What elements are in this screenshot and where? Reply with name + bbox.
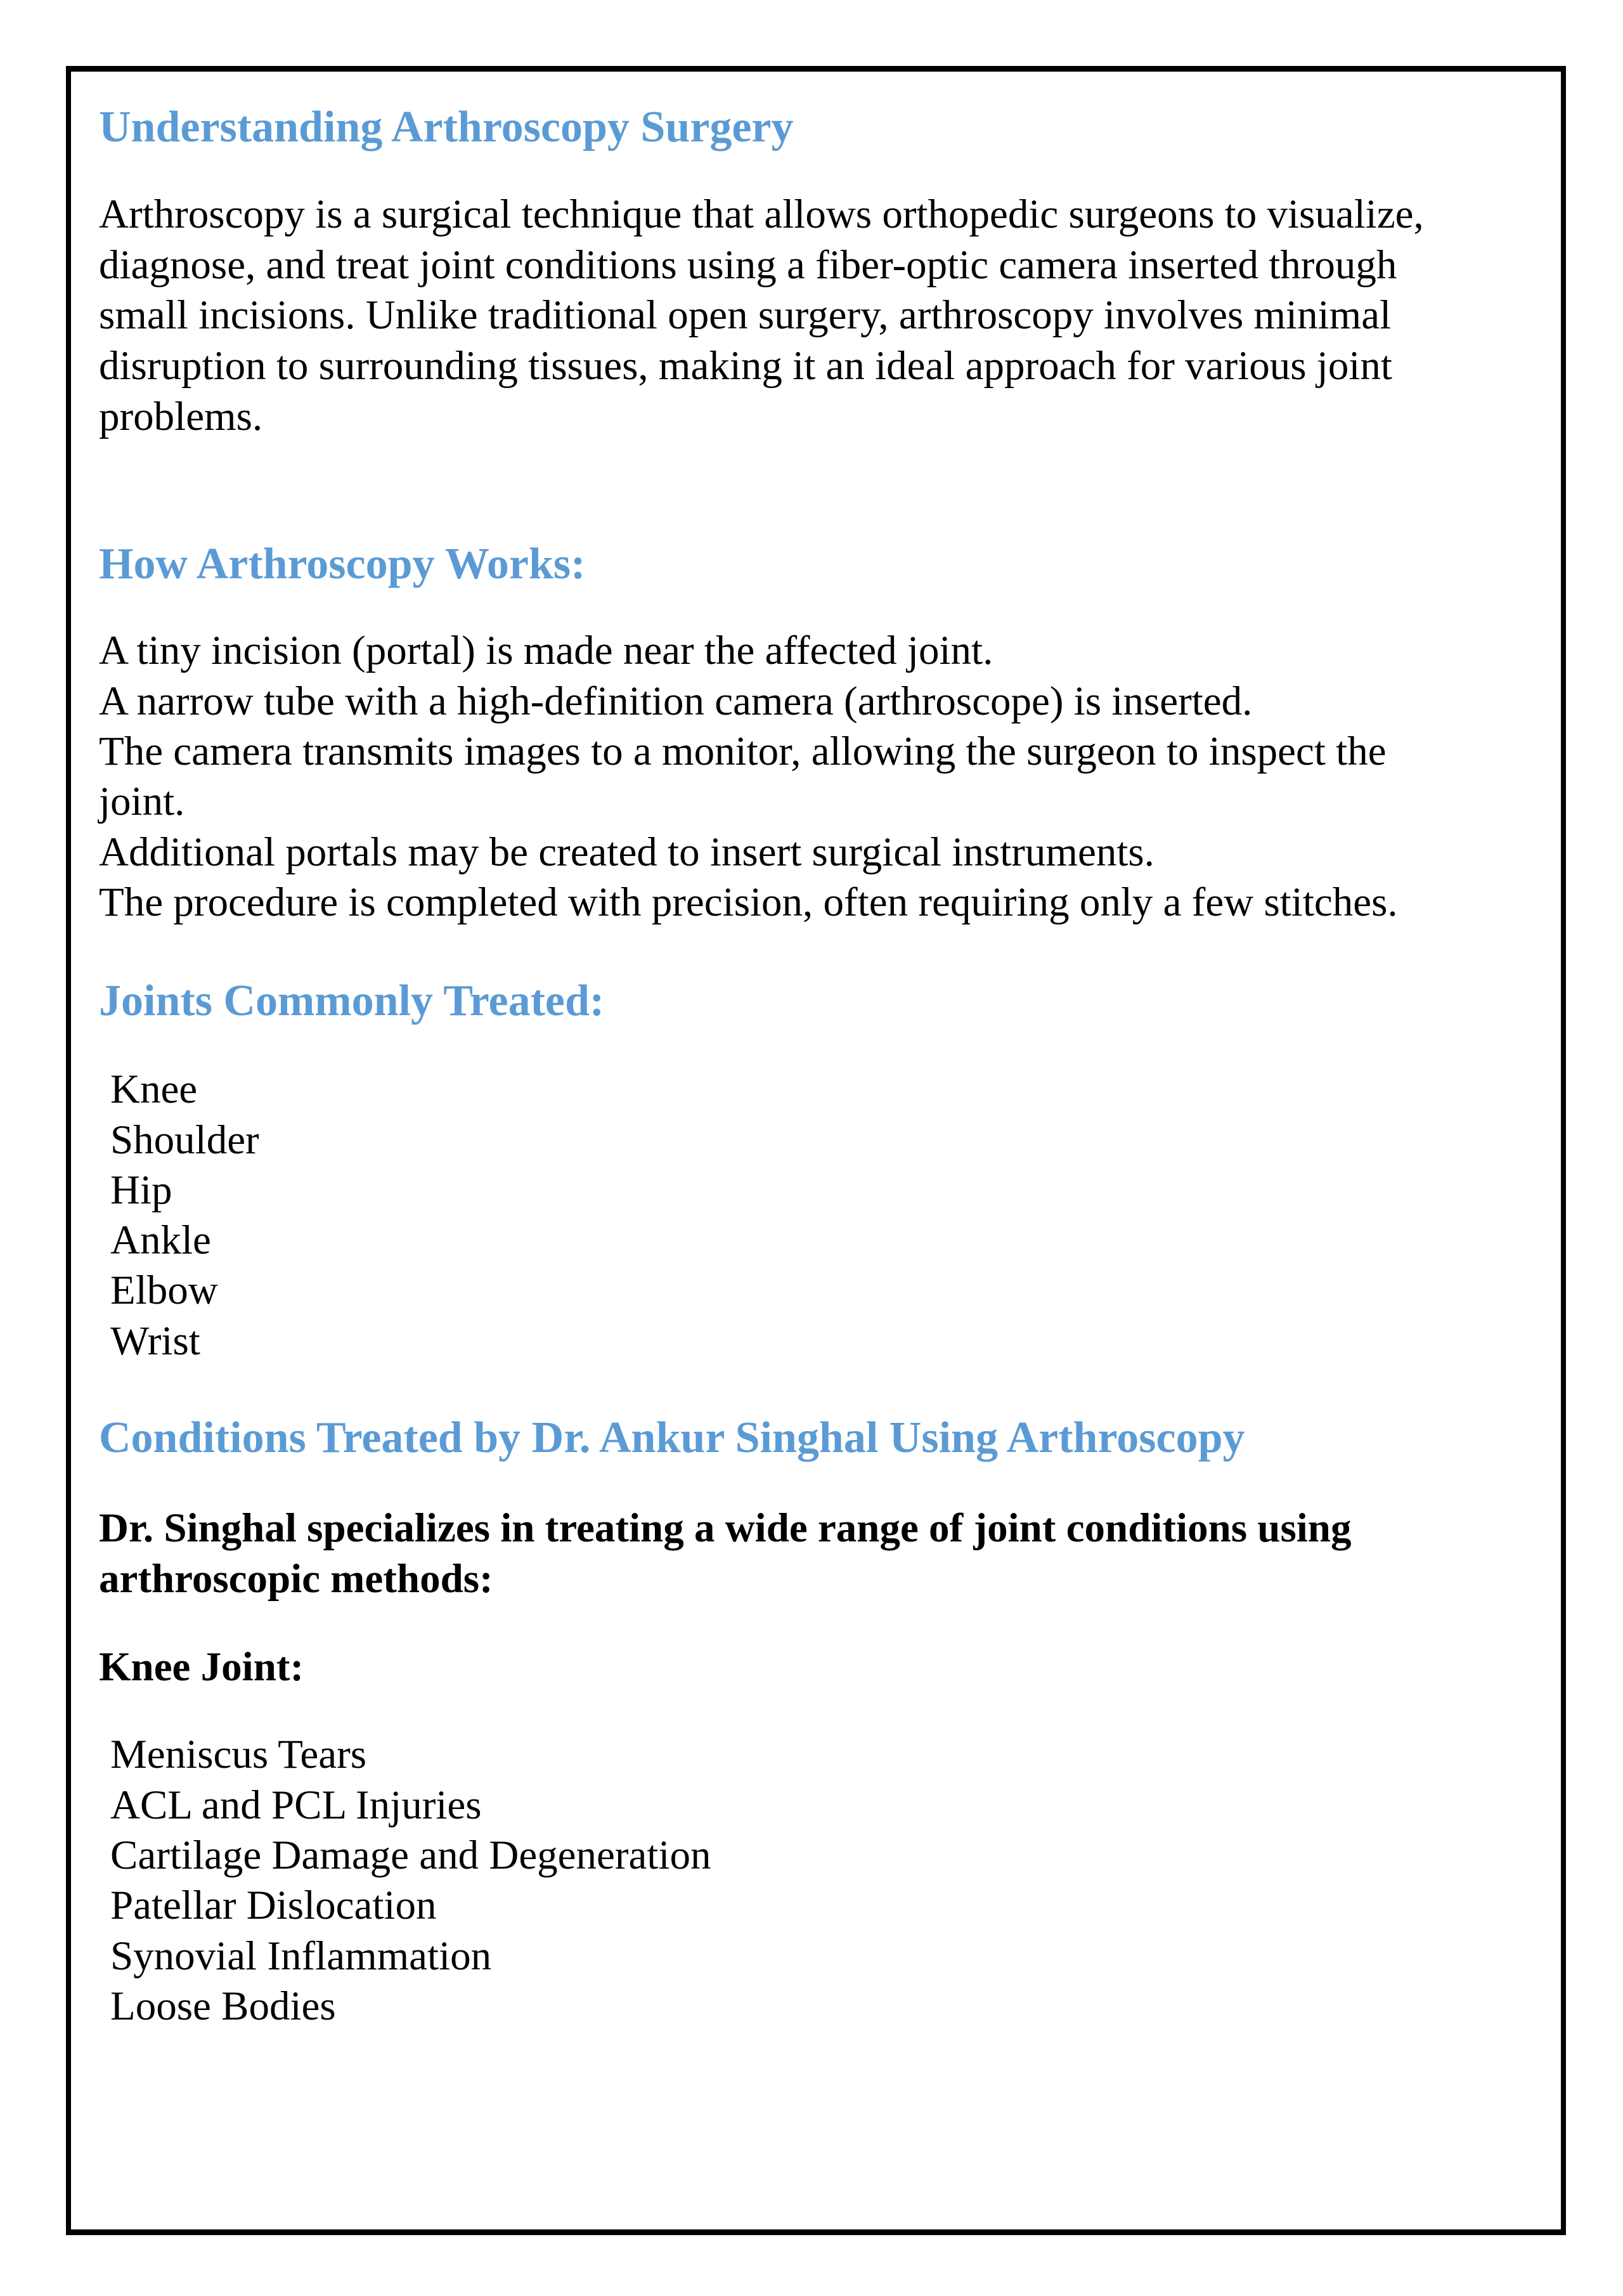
knee-condition-item: Cartilage Damage and Degeneration: [110, 1832, 711, 1878]
intro-paragraph-line: Arthroscopy is a surgical technique that allows orthopedic surgeons to visualize,: [99, 191, 1424, 237]
heading-joints-commonly-treated: Joints Commonly Treated:: [99, 976, 605, 1025]
intro-paragraph-line: disruption to surrounding tissues, making it an ideal approach for various joint: [99, 343, 1392, 389]
joint-list-item: Elbow: [110, 1268, 218, 1313]
knee-condition-item: ACL and PCL Injuries: [110, 1782, 482, 1828]
joint-list-item: Hip: [110, 1167, 172, 1213]
procedure-step-line: A tiny incision (portal) is made near the affected joint.: [99, 628, 993, 673]
knee-joint-subheading: Knee Joint:: [99, 1644, 304, 1690]
intro-paragraph-line: small incisions. Unlike traditional open surgery, arthroscopy involves minimal: [99, 292, 1392, 338]
knee-condition-item: Synovial Inflammation: [110, 1933, 492, 1979]
heading-how-arthroscopy-works: How Arthroscopy Works:: [99, 540, 586, 588]
conditions-intro-line: arthroscopic methods:: [99, 1556, 493, 1602]
conditions-intro-line: Dr. Singhal specializes in treating a wide range of joint conditions using: [99, 1505, 1352, 1551]
intro-paragraph-line: problems.: [99, 394, 263, 439]
joint-list-item: Ankle: [110, 1217, 211, 1263]
intro-paragraph-line: diagnose, and treat joint conditions using a fiber-optic camera inserted through: [99, 242, 1397, 288]
joint-list-item: Wrist: [110, 1318, 200, 1364]
heading-understanding-arthroscopy: Understanding Arthroscopy Surgery: [99, 103, 794, 152]
knee-condition-item: Loose Bodies: [110, 1983, 336, 2029]
procedure-step-line: A narrow tube with a high-definition camera (arthroscope) is inserted.: [99, 678, 1253, 724]
procedure-step-line: The procedure is completed with precision, often requiring only a few stitches.: [99, 879, 1398, 925]
procedure-step-line: joint.: [99, 779, 185, 824]
knee-condition-item: Patellar Dislocation: [110, 1883, 437, 1928]
knee-condition-item: Meniscus Tears: [110, 1732, 367, 1777]
heading-conditions-treated: Conditions Treated by Dr. Ankur Singhal Using Arthroscopy: [99, 1413, 1245, 1462]
procedure-step-line: Additional portals may be created to insert surgical instruments.: [99, 829, 1154, 875]
joint-list-item: Shoulder: [110, 1117, 259, 1163]
procedure-step-line: The camera transmits images to a monitor, allowing the surgeon to inspect the: [99, 729, 1387, 774]
joint-list-item: Knee: [110, 1067, 198, 1112]
